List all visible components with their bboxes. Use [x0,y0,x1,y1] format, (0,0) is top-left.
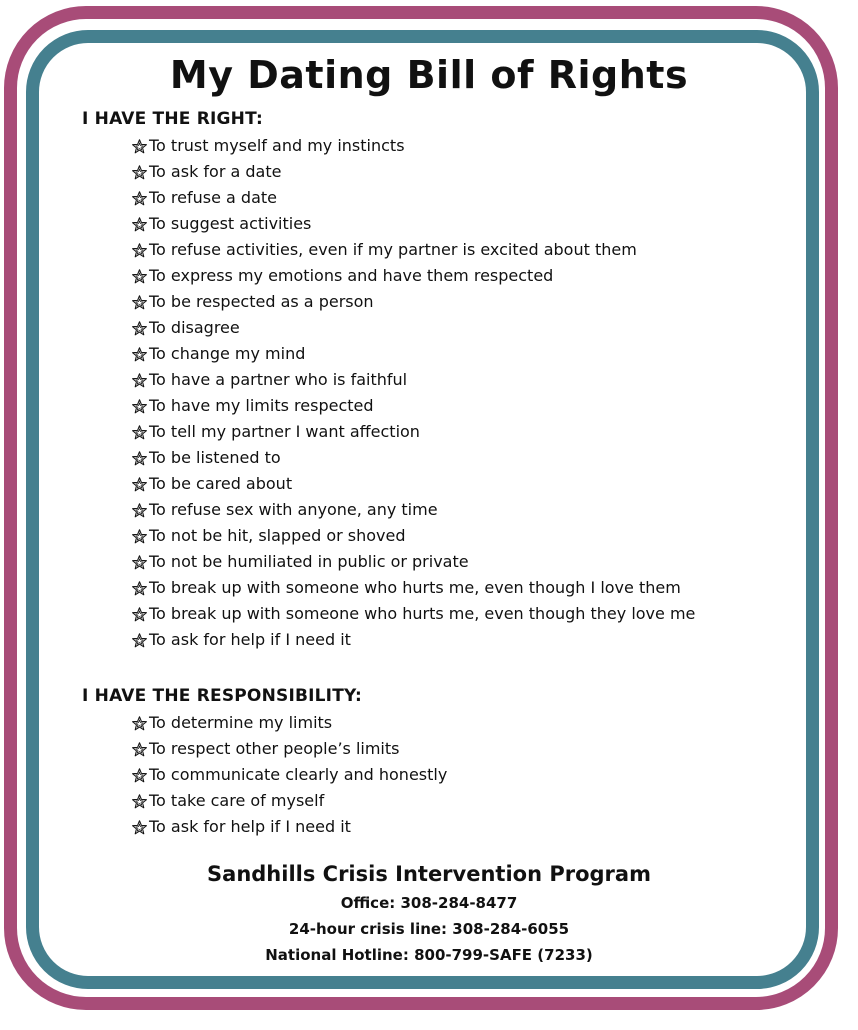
crisis-line: 24-hour crisis line: 308-284-6055 [288,920,570,938]
list-item-text: To be listened to [149,448,281,467]
list-item [132,211,695,237]
star-icon [132,321,147,336]
list-item-text: To disagree [149,318,240,337]
star-icon [132,373,147,388]
star-icon [132,295,147,310]
star-icon [132,820,147,835]
list-item [132,341,695,367]
list-item [132,185,695,211]
list-item [132,315,695,341]
list-item [132,393,695,419]
list-item-text: To trust myself and my instincts [149,136,405,155]
star-icon [132,139,147,154]
star-icon [132,768,147,783]
list-item [132,263,695,289]
list-item-text: To determine my limits [149,713,333,732]
star-icon [132,581,147,596]
rights-list [132,133,695,653]
list-item-text: To ask for help if I need it [149,630,351,649]
star-icon [132,399,147,414]
list-item [132,601,695,627]
responsibilities-heading: I HAVE THE RESPONSIBILITY: [82,686,363,706]
rights-heading: I HAVE THE RIGHT: [82,109,263,129]
list-item-text: To refuse a date [149,188,278,207]
list-item [132,549,695,575]
responsibilities-list [132,710,447,840]
page-title: My Dating Bill of Rights [169,53,689,97]
list-item [132,523,695,549]
list-item-text: To suggest activities [149,214,312,233]
list-item [132,159,695,185]
star-icon [132,269,147,284]
list-item [132,237,695,263]
star-icon [132,555,147,570]
list-item-text: To change my mind [149,344,306,363]
star-icon [132,794,147,809]
list-item [132,788,447,814]
list-item [132,419,695,445]
list-item [132,814,447,840]
list-item-text: To refuse sex with anyone, any time [149,500,438,519]
star-icon [132,477,147,492]
star-icon [132,607,147,622]
list-item-text: To be cared about [149,474,293,493]
star-icon [132,716,147,731]
list-item [132,736,447,762]
list-item [132,445,695,471]
star-icon [132,243,147,258]
list-item [132,133,695,159]
list-item-text: To break up with someone who hurts me, even though they love me [149,604,696,623]
star-icon [132,503,147,518]
list-item-text: To take care of myself [149,791,325,810]
list-item-text: To break up with someone who hurts me, even though I love them [149,578,681,597]
star-icon [132,742,147,757]
star-icon [132,633,147,648]
list-item-text: To respect other people’s limits [149,739,400,758]
list-item [132,289,695,315]
list-item [132,710,447,736]
list-item-text: To not be humiliated in public or private [149,552,469,571]
star-icon [132,451,147,466]
star-icon [132,529,147,544]
national-hotline: National Hotline: 800-799-SAFE (7233) [265,946,593,964]
star-icon [132,191,147,206]
list-item [132,471,695,497]
star-icon [132,217,147,232]
list-item-text: To tell my partner I want affection [149,422,420,441]
list-item [132,497,695,523]
list-item-text: To have a partner who is faithful [149,370,408,389]
list-item-text: To express my emotions and have them respected [149,266,554,285]
star-icon [132,425,147,440]
list-item [132,762,447,788]
list-item [132,367,695,393]
list-item [132,575,695,601]
star-icon [132,347,147,362]
list-item-text: To communicate clearly and honestly [149,765,448,784]
office-phone: Office: 308-284-8477 [340,894,518,912]
list-item-text: To refuse activities, even if my partner is excited about them [149,240,637,259]
list-item-text: To not be hit, slapped or shoved [149,526,406,545]
star-icon [132,165,147,180]
list-item-text: To ask for help if I need it [149,817,351,836]
organization-name: Sandhills Crisis Intervention Program [207,862,651,886]
list-item-text: To be respected as a person [149,292,374,311]
list-item-text: To ask for a date [149,162,282,181]
list-item-text: To have my limits respected [149,396,374,415]
list-item [132,627,695,653]
